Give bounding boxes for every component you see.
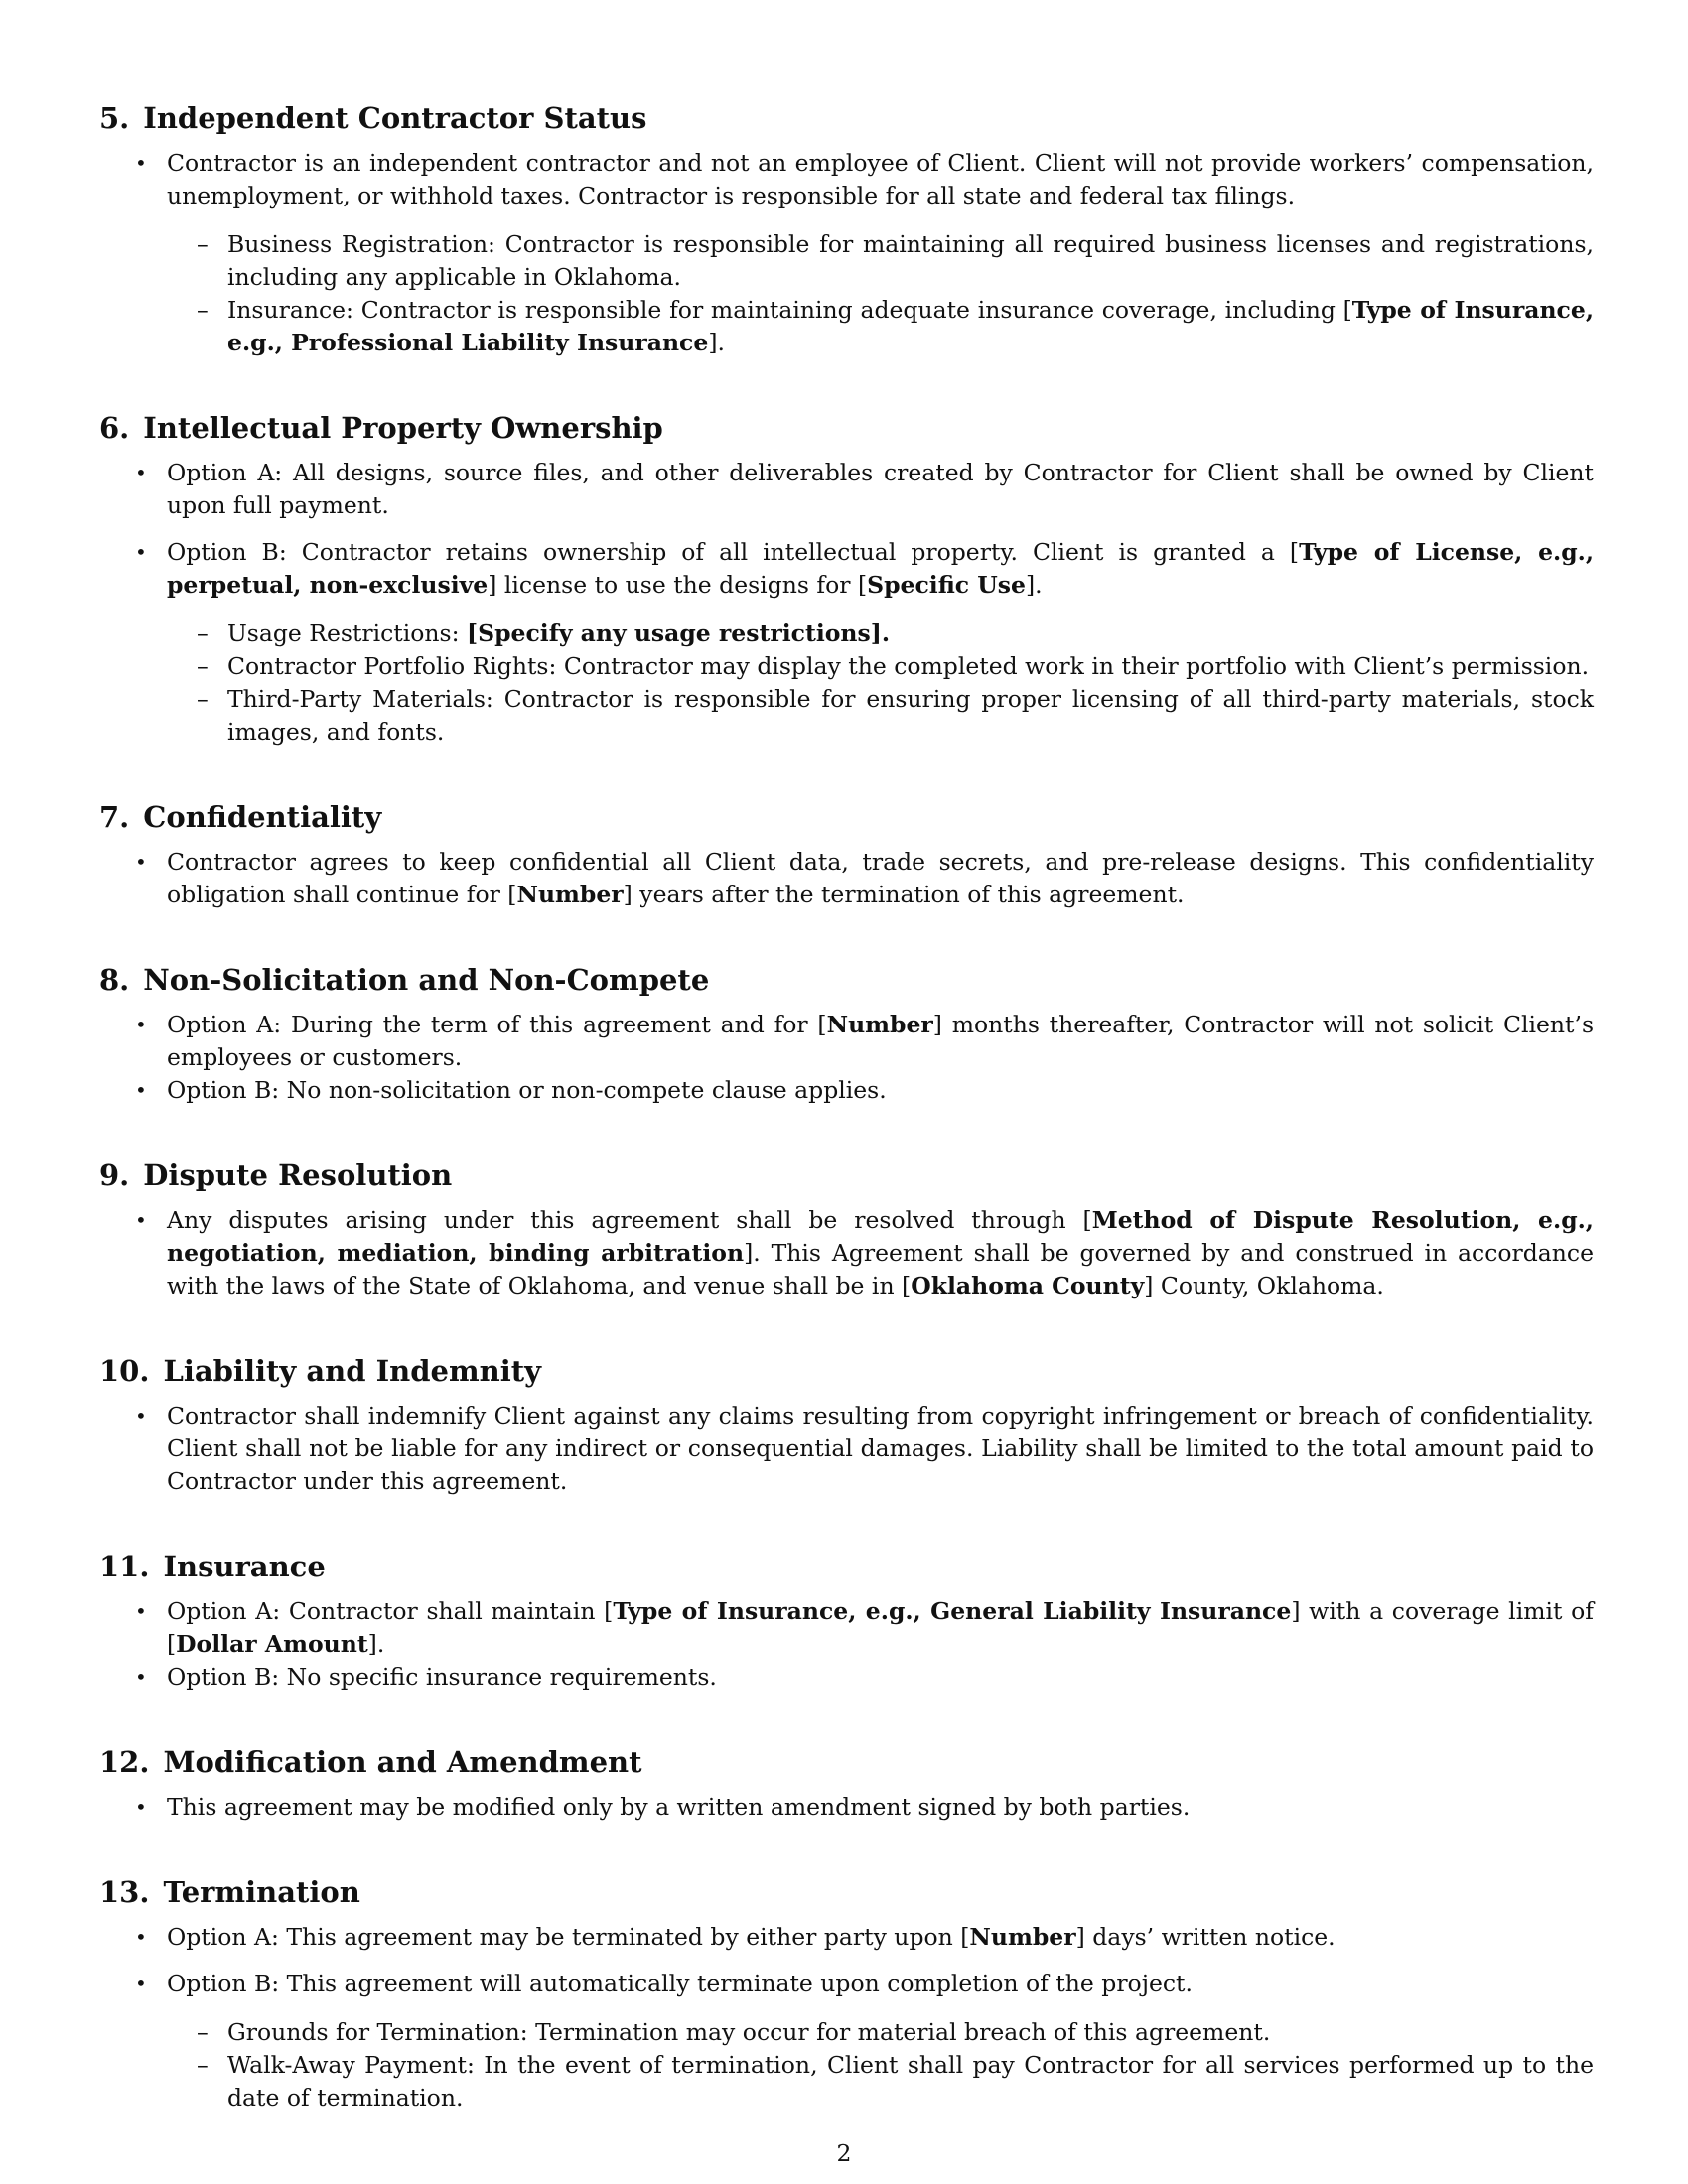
- item-text: ] County, Oklahoma.: [1144, 1272, 1384, 1299]
- sub-item-text: Insurance: Contractor is responsible for maintaining adequate insurance coverage, including [: [227, 296, 1352, 324]
- item-text: ] license to use the designs for [: [488, 571, 868, 599]
- bullet-list: [99, 1204, 1594, 1302]
- page-number: 2: [836, 2139, 852, 2167]
- item-text: ]. This Agreement shall be governed by and construed in accordance with the laws of the State of Oklahoma, and venue shall be in [: [167, 1239, 1594, 1299]
- bullet-icon: •: [135, 1078, 147, 1102]
- section-title: Modification and Amendment: [163, 1745, 642, 1779]
- section-number: 10.: [99, 1354, 150, 1388]
- dash-icon: –: [197, 2018, 209, 2046]
- section-heading: [99, 959, 1594, 1001]
- section-number: 11.: [99, 1550, 150, 1583]
- list-item: [99, 1595, 1594, 1661]
- item-text: Option A: All designs, source files, and other deliverables created by Contractor for Client shall be owned by Client upon full payment.: [167, 459, 1594, 519]
- placeholder-text: Number: [516, 881, 624, 908]
- section-heading: [99, 796, 1594, 838]
- item-text: Any disputes arising under this agreement shall be resolved through [: [167, 1206, 1092, 1234]
- item-text: Contractor shall indemnify Client against any claims resulting from copyright infringement or breach of confidentiality. Client shall not be liable for any indirect or consequential damages. Liability shall be limited to the total amount paid to Contractor under this agreement.: [167, 1402, 1594, 1495]
- section-5: [99, 97, 1594, 359]
- item-text: ] days’ written notice.: [1075, 1923, 1336, 1951]
- list-item: [99, 536, 1594, 749]
- sub-item-text: Third-Party Materials: Contractor is responsible for ensuring proper licensing of all third-party materials, stock images, and fonts.: [227, 685, 1594, 746]
- section-8: [99, 959, 1594, 1107]
- item-text: Option A: This agreement may be terminated by either party upon [: [167, 1923, 970, 1951]
- bullet-icon: •: [135, 1795, 147, 1819]
- sub-list-item: [167, 617, 1594, 650]
- dash-icon: –: [197, 652, 209, 680]
- placeholder-text: Oklahoma County: [911, 1272, 1145, 1299]
- sub-list-item: [167, 294, 1594, 359]
- section-heading: [99, 1350, 1594, 1392]
- section-title: Insurance: [163, 1550, 326, 1583]
- sub-item-text: Contractor Portfolio Rights: Contractor may display the completed work in their portfolio with Client’s permission.: [227, 652, 1590, 680]
- placeholder-text: Type of Insurance, e.g., Professional Liability Insurance: [227, 296, 1594, 356]
- section-heading: [99, 97, 1594, 139]
- placeholder-text: Dollar Amount: [176, 1630, 368, 1658]
- bullet-icon: •: [135, 151, 147, 175]
- item-text: ].: [367, 1630, 385, 1658]
- item-text: Contractor agrees to keep confidential all Client data, trade secrets, and pre-release designs. This confidentiality obligation shall continue for [: [167, 848, 1594, 908]
- list-item: [99, 846, 1594, 911]
- section-title: Confidentiality: [143, 800, 382, 834]
- bullet-icon: •: [135, 540, 147, 564]
- bullet-list: [99, 457, 1594, 749]
- section-heading: [99, 1546, 1594, 1587]
- list-item: [99, 1968, 1594, 2115]
- sub-item-text: Grounds for Termination: Termination may occur for material breach of this agreement.: [227, 2018, 1271, 2046]
- item-text: ] months thereafter, Contractor will not solicit Client’s employees or customers.: [167, 1011, 1594, 1071]
- bullet-icon: •: [135, 1404, 147, 1428]
- list-item: [99, 1074, 1594, 1107]
- dash-icon: –: [197, 296, 209, 324]
- bullet-list: [99, 1400, 1594, 1498]
- list-item: [99, 1400, 1594, 1498]
- sub-list-item: [167, 2016, 1594, 2049]
- item-text: Option B: Contractor retains ownership of all intellectual property. Client is granted a [: [167, 538, 1300, 566]
- sub-list: [167, 228, 1594, 359]
- item-text: This agreement may be modified only by a written amendment signed by both parties.: [167, 1793, 1191, 1821]
- sub-item-text: Walk-Away Payment: In the event of termination, Client shall pay Contractor for all services performed up to the date of termination.: [227, 2051, 1594, 2112]
- list-item: [99, 1921, 1594, 1954]
- bullet-list: [99, 1791, 1594, 1824]
- list-item: [99, 457, 1594, 522]
- bullet-icon: •: [135, 1925, 147, 1949]
- item-text: Option B: This agreement will automatically terminate upon completion of the project.: [167, 1970, 1193, 1997]
- placeholder-text: Number: [826, 1011, 933, 1038]
- list-item: [99, 1791, 1594, 1824]
- section-number: 12.: [99, 1745, 150, 1779]
- section-6: [99, 407, 1594, 749]
- list-item: [99, 1204, 1594, 1302]
- item-text: ] years after the termination of this agreement.: [623, 881, 1185, 908]
- item-text: Option A: Contractor shall maintain [: [167, 1597, 614, 1625]
- sub-list: [167, 2016, 1594, 2115]
- placeholder-text: Type of Insurance, e.g., General Liability Insurance: [613, 1597, 1292, 1625]
- section-title: Independent Contractor Status: [143, 101, 647, 135]
- section-11: [99, 1546, 1594, 1694]
- sub-item-text: ].: [708, 329, 725, 356]
- section-number: 13.: [99, 1875, 150, 1909]
- section-heading: [99, 1741, 1594, 1783]
- section-number: 7.: [99, 800, 130, 834]
- item-text: Option B: No non-solicitation or non-compete clause applies.: [167, 1076, 887, 1104]
- dash-icon: –: [197, 230, 209, 258]
- section-heading: [99, 1155, 1594, 1196]
- section-number: 6.: [99, 411, 130, 445]
- bullet-list: [99, 1595, 1594, 1694]
- list-item: [99, 1661, 1594, 1694]
- item-text: Contractor is an independent contractor and not an employee of Client. Client will not provide workers’ compensation, unemployment, or withhold taxes. Contractor is responsible for all state and federal tax filings.: [167, 149, 1594, 209]
- bullet-icon: •: [135, 1208, 147, 1232]
- section-7: [99, 796, 1594, 911]
- list-item: [99, 147, 1594, 359]
- section-number: 5.: [99, 101, 130, 135]
- sub-list-item: [167, 650, 1594, 683]
- item-text: ].: [1025, 571, 1043, 599]
- section-title: Non-Solicitation and Non-Compete: [143, 963, 710, 997]
- dash-icon: –: [197, 2051, 209, 2079]
- item-text: ] with a coverage limit of [: [167, 1597, 1594, 1658]
- section-13: [99, 1871, 1594, 2115]
- bullet-list: [99, 147, 1594, 359]
- item-text: Option B: No specific insurance requirements.: [167, 1663, 717, 1691]
- section-10: [99, 1350, 1594, 1498]
- section-title: Liability and Indemnity: [163, 1354, 541, 1388]
- bullet-icon: •: [135, 1013, 147, 1036]
- bullet-icon: •: [135, 1665, 147, 1689]
- sub-list-item: [167, 683, 1594, 749]
- sub-list: [167, 617, 1594, 749]
- bullet-icon: •: [135, 1599, 147, 1623]
- bullet-icon: •: [135, 1972, 147, 1995]
- bullet-list: [99, 1009, 1594, 1107]
- bullet-icon: •: [135, 850, 147, 874]
- placeholder-text: [Specify any usage restrictions].: [467, 619, 891, 647]
- sub-item-text: Business Registration: Contractor is responsible for maintaining all required business licenses and registrations, including any applicable in Oklahoma.: [227, 230, 1594, 291]
- sub-list-item: [167, 228, 1594, 294]
- list-item: [99, 1009, 1594, 1074]
- section-number: 8.: [99, 963, 130, 997]
- placeholder-text: Type of License, e.g., perpetual, non-exclusive: [167, 538, 1594, 599]
- section-9: [99, 1155, 1594, 1302]
- sub-list-item: [167, 2049, 1594, 2115]
- section-title: Termination: [163, 1875, 360, 1909]
- bullet-list: [99, 1921, 1594, 2115]
- dash-icon: –: [197, 619, 209, 647]
- bullet-icon: •: [135, 461, 147, 484]
- section-12: [99, 1741, 1594, 1824]
- section-title: Dispute Resolution: [143, 1159, 453, 1192]
- sub-item-text: Usage Restrictions:: [227, 619, 468, 647]
- placeholder-text: Number: [969, 1923, 1076, 1951]
- section-heading: [99, 407, 1594, 449]
- item-text: Option A: During the term of this agreement and for [: [167, 1011, 827, 1038]
- placeholder-text: Specific Use: [867, 571, 1026, 599]
- bullet-list: [99, 846, 1594, 911]
- dash-icon: –: [197, 685, 209, 713]
- section-title: Intellectual Property Ownership: [143, 411, 663, 445]
- section-number: 9.: [99, 1159, 130, 1192]
- placeholder-text: Method of Dispute Resolution, e.g., negotiation, mediation, binding arbitration: [167, 1206, 1594, 1267]
- section-heading: [99, 1871, 1594, 1913]
- document-body: [99, 97, 1594, 2162]
